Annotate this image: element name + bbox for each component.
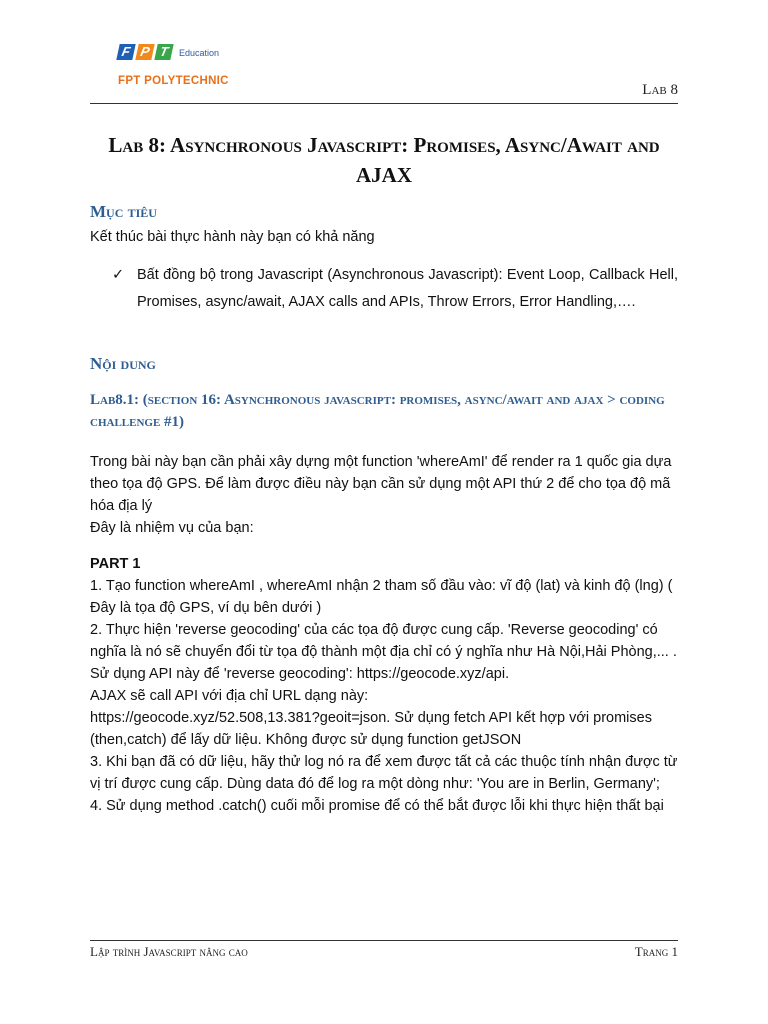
logo-letter-p: P [135,44,154,60]
header-divider [90,103,678,104]
logo-education-text: Education [179,48,220,58]
spacer [90,539,690,553]
objective-heading: Mục tiêu [90,202,157,221]
footer-course-name: Lập trình Javascript nâng cao [90,944,248,959]
objective-bullet: Bất đồng bộ trong Javascript (Asynchronous Javascript): Event Loop, Callback Hell, Promises, async/await, AJAX calls and APIs, Throw Errors, Error Handling,…. [137,267,678,310]
logo-polytechnic-text: FPT POLYTECHNIC [118,75,229,87]
objective-intro: Kết thúc bài thực hành này bạn có khả năng [90,229,375,245]
logo-letter-t: T [154,44,173,60]
footer-divider [90,940,678,941]
part-label: PART 1 [90,556,141,572]
lab-section-title: Lab8.1: (section 16: Asynchronous javascript: promises, async/await and ajax > coding challenge #1) [90,392,665,430]
fpt-logo [118,44,238,94]
footer-page-number: Trang 1 [634,944,678,959]
checkmark-icon: ✓ [112,267,125,283]
content-intro: Trong bài này bạn cần phải xây dựng một function 'whereAmI' để render ra 1 quốc gia dựa theo tọa độ GPS. Để làm được điều này bạn cần sử dụng một API thứ 2 để cho tọa độ mã hóa địa lý Đây là nhiệm vụ của bạn: [90,454,672,536]
logo-letter-f: F [116,44,135,60]
task-steps: 1. Tạo function whereAmI , whereAmI nhận 2 tham số đầu vào: vĩ độ (lat) và kinh độ (lng) ( Đây là tọa độ GPS, ví dụ bên dưới ) 2. Thực hiện 'reverse geocoding' của các tọa độ được cung cấp. 'Reverse geocoding' có nghĩa là nó sẽ chuyển đổi từ tọa độ thành một địa chỉ có ý nghĩa như Hà Nội,Hải Phòng,... . Sử dụng API này để 'reverse geocoding': https://geocode.xyz/api. AJAX sẽ call API với địa chỉ URL dạng này: https://geocode.xyz/52.508,13.381?geoit=json. Sử dụng fetch API kết hợp với promises (then,catch) để lấy dữ liệu. Không được sử dụng function getJSON 3. Khi bạn đã có dữ liệu, hãy thử log nó ra để xem được tất cả các thuộc tính nhận được từ vị trí được cung cấp. Dùng data đó để log ra một dòng như: 'You are in Berlin, Germany'; 4. Sử dụng method .catch() cuối mỗi promise để có thể bắt được lỗi khi thực hiện thất bại [90,578,678,814]
content-heading: Nội dung [90,354,156,373]
header-lab-label: Lab 8 [642,82,678,98]
page-title: Lab 8: Asynchronous Javascript: Promises, Async/Await and AJAX [108,133,660,187]
content-body [90,451,690,817]
logo-mark [118,44,238,60]
